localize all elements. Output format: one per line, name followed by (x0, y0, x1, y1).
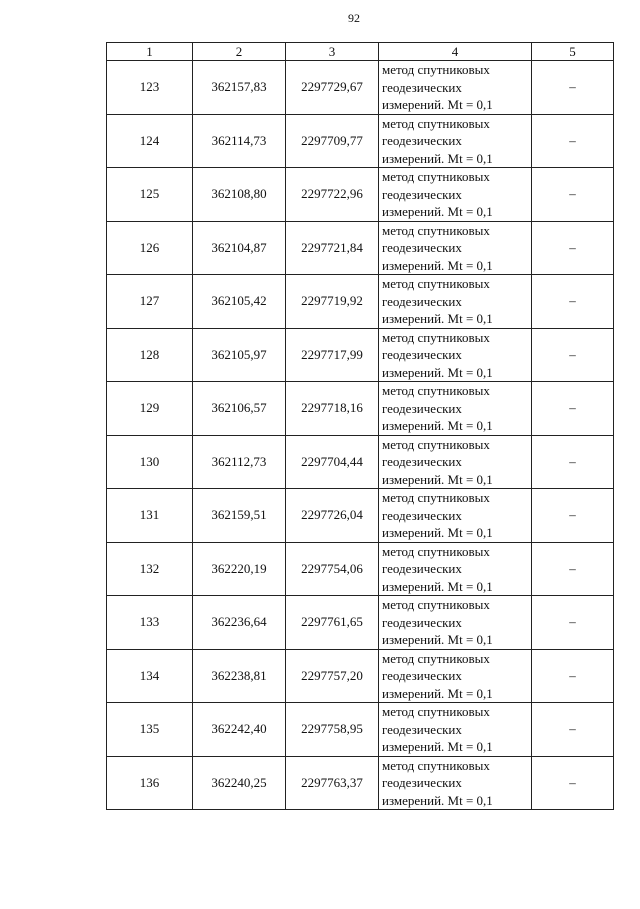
method-cell (379, 703, 532, 757)
table-header (107, 43, 614, 61)
method-line: измерений. Mt = 0,1 (382, 685, 493, 701)
method-line: геодезических (382, 400, 462, 416)
y-coordinate-cell: 2297717,99 (286, 328, 379, 382)
method-cell (379, 489, 532, 543)
table-row (107, 596, 614, 650)
y-coordinate-cell: 2297719,92 (286, 275, 379, 329)
method-line: геодезических (382, 347, 462, 362)
x-coordinate-cell: 362114,73 (193, 114, 286, 168)
method-line: измерений. Mt = 0,1 (382, 632, 493, 647)
method-line: метод спутниковых (382, 704, 490, 719)
y-coordinate-cell: 2297722,96 (286, 168, 379, 222)
x-coordinate-cell: 362240,25 (193, 756, 286, 810)
method-line: измерений. Mt = 0,1 (382, 739, 493, 754)
table-row (107, 328, 614, 382)
point-number-cell: 126 (107, 221, 193, 275)
method-cell (379, 596, 532, 650)
method-line: геодезических (382, 240, 462, 255)
y-coordinate-cell: 2297718,16 (286, 382, 379, 436)
table-row (107, 649, 614, 703)
method-cell (379, 542, 532, 596)
note-cell: – (532, 596, 614, 650)
point-number-cell: 127 (107, 275, 193, 329)
point-number-cell: 136 (107, 756, 193, 810)
method-line: метод спутниковых (382, 543, 490, 559)
note-cell: – (532, 168, 614, 222)
method-line: метод спутниковых (382, 436, 490, 452)
method-cell (379, 275, 532, 329)
coordinates-table (106, 42, 614, 810)
method-line: геодезических (382, 561, 462, 576)
y-coordinate-cell: 2297709,77 (286, 114, 379, 168)
method-line: измерений. Mt = 0,1 (382, 418, 493, 433)
y-coordinate-cell: 2297763,37 (286, 756, 379, 810)
method-line: геодезических (382, 507, 462, 523)
note-cell: – (532, 542, 614, 596)
header-col-5: 5 (532, 43, 614, 61)
method-line: метод спутниковых (382, 597, 490, 612)
y-coordinate-cell: 2297726,04 (286, 489, 379, 543)
x-coordinate-cell: 362236,64 (193, 596, 286, 650)
note-cell: – (532, 61, 614, 115)
header-col-4: 4 (379, 43, 532, 61)
method-line: измерений. Mt = 0,1 (382, 525, 493, 540)
method-line: геодезических (382, 721, 462, 737)
x-coordinate-cell: 362104,87 (193, 221, 286, 275)
point-number-cell: 133 (107, 596, 193, 650)
header-col-3: 3 (286, 43, 379, 61)
x-coordinate-cell: 362108,80 (193, 168, 286, 222)
table-row (107, 61, 614, 115)
note-cell: – (532, 221, 614, 275)
method-line: геодезических (382, 186, 462, 202)
method-line: измерений. Mt = 0,1 (382, 257, 493, 273)
method-cell (379, 221, 532, 275)
method-line: геодезических (382, 293, 462, 309)
method-line: метод спутниковых (382, 757, 490, 773)
method-cell (379, 382, 532, 436)
note-cell: – (532, 435, 614, 489)
method-cell (379, 649, 532, 703)
method-line: геодезических (382, 668, 462, 683)
method-line: метод спутниковых (382, 383, 490, 398)
header-col-1: 1 (107, 43, 193, 61)
header-col-2: 2 (193, 43, 286, 61)
note-cell: – (532, 328, 614, 382)
method-line: измерений. Mt = 0,1 (382, 97, 493, 112)
point-number-cell: 123 (107, 61, 193, 115)
note-cell: – (532, 489, 614, 543)
x-coordinate-cell: 362105,97 (193, 328, 286, 382)
method-line: метод спутниковых (382, 169, 490, 184)
method-line: геодезических (382, 79, 462, 95)
x-coordinate-cell: 362105,42 (193, 275, 286, 329)
page-number: 92 (348, 11, 360, 25)
method-line: измерений. Mt = 0,1 (382, 204, 493, 219)
note-cell: – (532, 275, 614, 329)
point-number-cell: 134 (107, 649, 193, 703)
header-row (107, 43, 614, 61)
table-row (107, 489, 614, 543)
point-number-cell: 132 (107, 542, 193, 596)
table-row (107, 435, 614, 489)
note-cell: – (532, 649, 614, 703)
point-number-cell: 135 (107, 703, 193, 757)
method-line: измерений. Mt = 0,1 (382, 150, 493, 166)
table-row (107, 542, 614, 596)
method-line: геодезических (382, 133, 462, 148)
y-coordinate-cell: 2297729,67 (286, 61, 379, 115)
method-cell (379, 61, 532, 115)
method-cell (379, 435, 532, 489)
x-coordinate-cell: 362157,83 (193, 61, 286, 115)
point-number-cell: 128 (107, 328, 193, 382)
table-row (107, 168, 614, 222)
x-coordinate-cell: 362220,19 (193, 542, 286, 596)
table-row (107, 275, 614, 329)
method-cell (379, 756, 532, 810)
table-body (107, 61, 614, 810)
method-line: метод спутниковых (382, 650, 490, 666)
point-number-cell: 124 (107, 114, 193, 168)
y-coordinate-cell: 2297754,06 (286, 542, 379, 596)
table-row (107, 756, 614, 810)
y-coordinate-cell: 2297704,44 (286, 435, 379, 489)
x-coordinate-cell: 362242,40 (193, 703, 286, 757)
method-cell (379, 328, 532, 382)
method-line: измерений. Mt = 0,1 (382, 311, 493, 326)
method-line: метод спутниковых (382, 329, 490, 345)
note-cell: – (532, 703, 614, 757)
note-cell: – (532, 114, 614, 168)
method-cell (379, 168, 532, 222)
table-row (107, 114, 614, 168)
x-coordinate-cell: 362159,51 (193, 489, 286, 543)
method-line: метод спутниковых (382, 115, 490, 131)
point-number-cell: 131 (107, 489, 193, 543)
method-line: метод спутниковых (382, 490, 490, 505)
y-coordinate-cell: 2297761,65 (286, 596, 379, 650)
x-coordinate-cell: 362112,73 (193, 435, 286, 489)
method-line: геодезических (382, 614, 462, 630)
note-cell: – (532, 382, 614, 436)
y-coordinate-cell: 2297721,84 (286, 221, 379, 275)
method-line: метод спутниковых (382, 222, 490, 238)
method-line: метод спутниковых (382, 276, 490, 291)
y-coordinate-cell: 2297757,20 (286, 649, 379, 703)
method-line: геодезических (382, 454, 462, 469)
note-cell: – (532, 756, 614, 810)
method-line: геодезических (382, 775, 462, 790)
method-cell (379, 114, 532, 168)
point-number-cell: 125 (107, 168, 193, 222)
x-coordinate-cell: 362106,57 (193, 382, 286, 436)
method-line: метод спутниковых (382, 62, 490, 77)
table-row (107, 382, 614, 436)
point-number-cell: 129 (107, 382, 193, 436)
method-line: измерений. Mt = 0,1 (382, 364, 493, 380)
method-line: измерений. Mt = 0,1 (382, 471, 493, 487)
y-coordinate-cell: 2297758,95 (286, 703, 379, 757)
x-coordinate-cell: 362238,81 (193, 649, 286, 703)
table-row (107, 703, 614, 757)
table-row (107, 221, 614, 275)
point-number-cell: 130 (107, 435, 193, 489)
method-line: измерений. Mt = 0,1 (382, 578, 493, 594)
method-line: измерений. Mt = 0,1 (382, 792, 493, 808)
